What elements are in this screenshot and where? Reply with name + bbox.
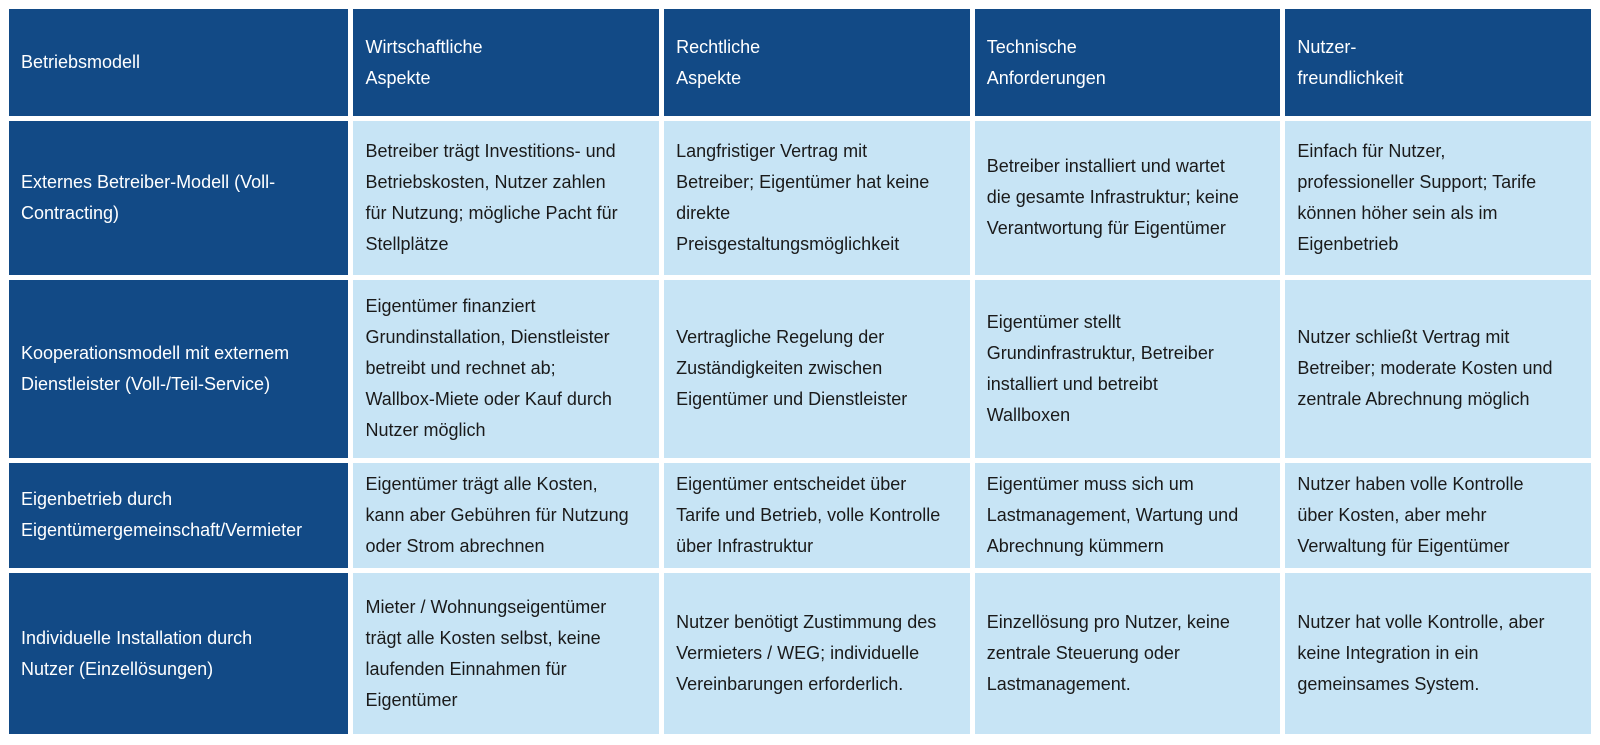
table-cell: Betreiber installiert und wartet die gesamte Infrastruktur; keine Verantwortung für Eigentümer <box>975 121 1281 275</box>
table-cell: Nutzer haben volle Kontrolle über Kosten, aber mehr Verwaltung für Eigentümer <box>1285 463 1591 568</box>
table-cell: Eigentümer finanziert Grundinstallation, Dienstleister betreibt und rechnet ab; Wallbox-Miete oder Kauf durch Nutzer möglich <box>353 280 659 458</box>
table-cell: Vertragliche Regelung der Zuständigkeiten zwischen Eigentümer und Dienstleister <box>664 280 970 458</box>
operator-models-table <box>4 4 1596 739</box>
table-cell: Einfach für Nutzer, professioneller Support; Tarife können höher sein als im Eigenbetrieb <box>1285 121 1591 275</box>
header-wirtschaftliche-aspekte: Wirtschaftliche Aspekte <box>353 9 659 116</box>
header-betriebsmodell: Betriebsmodell <box>9 9 348 116</box>
row-label-cell: Individuelle Installation durch Nutzer (Einzellösungen) <box>9 573 348 734</box>
header-rechtliche-aspekte: Rechtliche Aspekte <box>664 9 970 116</box>
table-row <box>9 573 1591 734</box>
row-label-cell: Eigenbetrieb durch Eigentümergemeinschaft/Vermieter <box>9 463 348 568</box>
table-cell: Langfristiger Vertrag mit Betreiber; Eigentümer hat keine direkte Preisgestaltungsmöglichkeit <box>664 121 970 275</box>
header-technische-anforderungen: Technische Anforderungen <box>975 9 1281 116</box>
table-cell: Einzellösung pro Nutzer, keine zentrale Steuerung oder Lastmanagement. <box>975 573 1281 734</box>
header-nutzerfreundlichkeit: Nutzer- freundlichkeit <box>1285 9 1591 116</box>
table-row <box>9 121 1591 275</box>
table-cell: Nutzer hat volle Kontrolle, aber keine Integration in ein gemeinsames System. <box>1285 573 1591 734</box>
table-cell: Eigentümer trägt alle Kosten, kann aber Gebühren für Nutzung oder Strom abrechnen <box>353 463 659 568</box>
table-row <box>9 280 1591 458</box>
table-cell: Mieter / Wohnungseigentümer trägt alle Kosten selbst, keine laufenden Einnahmen für Eigentümer <box>353 573 659 734</box>
row-label-cell: Kooperationsmodell mit externem Dienstleister (Voll-/Teil-Service) <box>9 280 348 458</box>
table-cell: Betreiber trägt Investitions- und Betriebskosten, Nutzer zahlen für Nutzung; mögliche Pacht für Stellplätze <box>353 121 659 275</box>
table-cell: Nutzer benötigt Zustimmung des Vermieters / WEG; individuelle Vereinbarungen erforderlich. <box>664 573 970 734</box>
table-cell: Nutzer schließt Vertrag mit Betreiber; moderate Kosten und zentrale Abrechnung möglich <box>1285 280 1591 458</box>
table-cell: Eigentümer stellt Grundinfrastruktur, Betreiber installiert und betreibt Wallboxen <box>975 280 1281 458</box>
table-cell: Eigentümer muss sich um Lastmanagement, Wartung und Abrechnung kümmern <box>975 463 1281 568</box>
table-row <box>9 463 1591 568</box>
table-header-row <box>9 9 1591 116</box>
table-cell: Eigentümer entscheidet über Tarife und Betrieb, volle Kontrolle über Infrastruktur <box>664 463 970 568</box>
row-label-cell: Externes Betreiber-Modell (Voll- Contracting) <box>9 121 348 275</box>
